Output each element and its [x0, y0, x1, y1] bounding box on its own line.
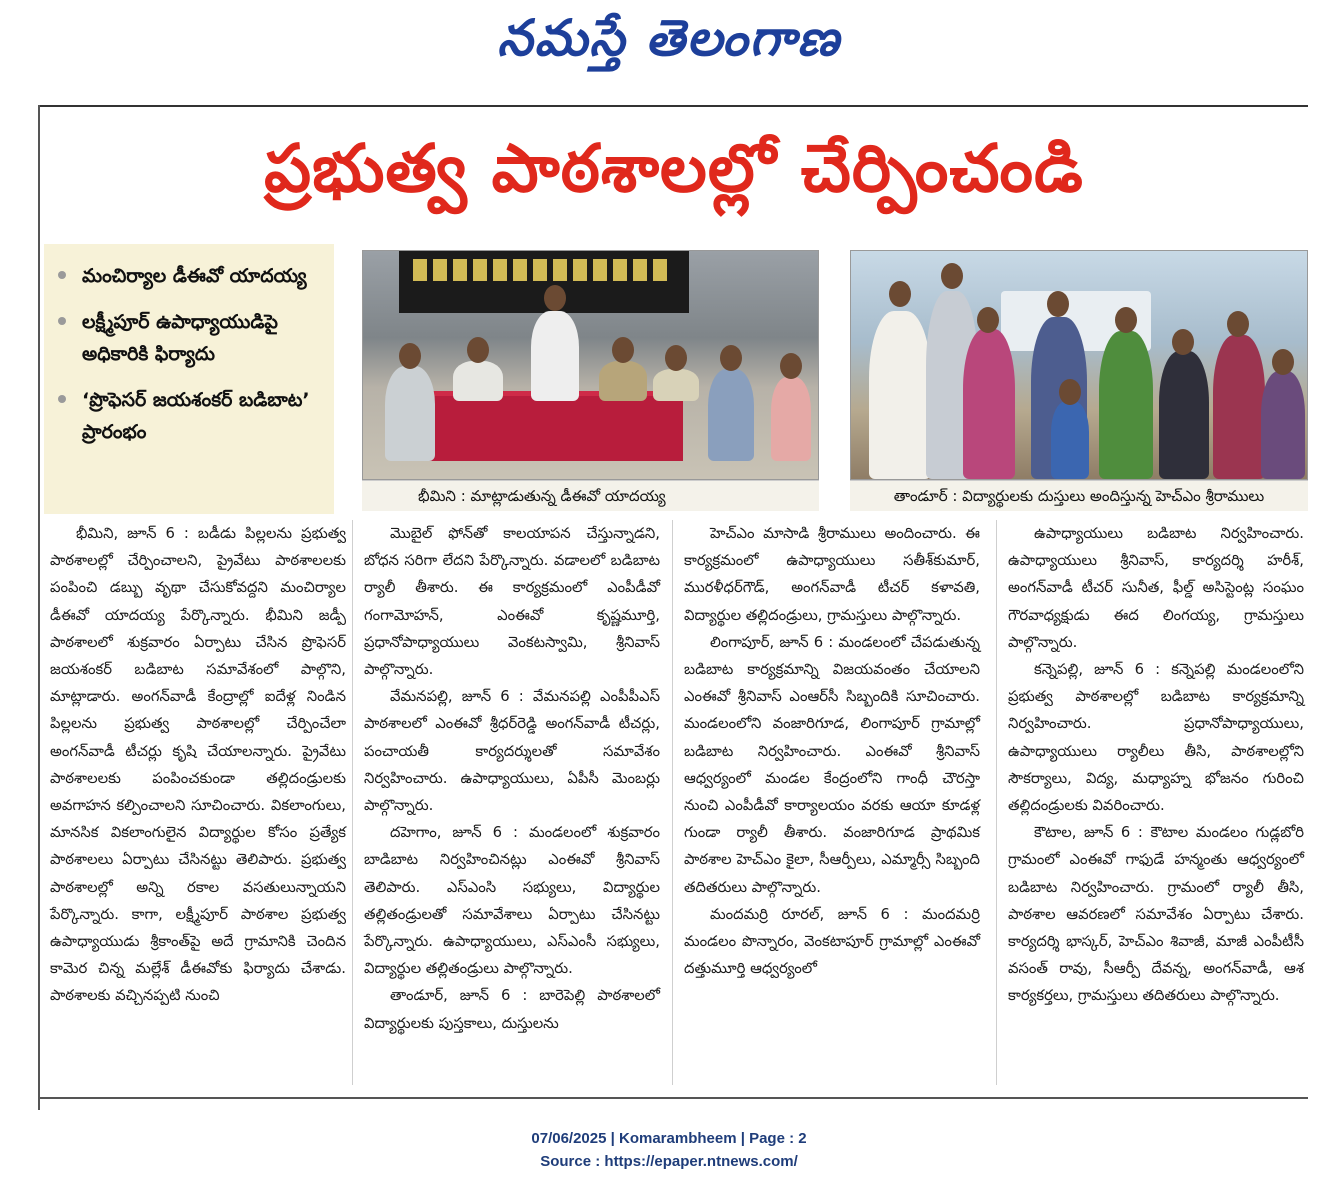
article-paragraph: మందమర్రి రూరల్, జూన్ 6 : మందమర్రి మండలం పొన్నారం, వెంకటాపూర్ గ్రామాల్లో ఎంఈవో దత్తుమూర్తి ఆధ్వర్యంలో	[684, 905, 980, 978]
top-rule	[40, 105, 1308, 107]
person-figure	[653, 369, 699, 401]
article-paragraph: లింగాపూర్, జూన్ 6 : మండలంలో చేపడుతున్న బడిబాట కార్యక్రమాన్ని విజయవంతం చేయాలని ఎంఈవో శ్రీనివాస్ ఎంఆర్‌సీ సిబ్బందికి సూచించారు. మండలంలోని వంజారిగూడ, లింగాపూర్ గ్రామాల్లో బడిబాట నిర్వహించారు. ఎంఈవో శ్రీనివాస్ ఆధ్వర్యంలో మండల కేంద్రంలోని గాంధీ చౌరస్తా నుంచి ఎంపీడీవో కార్యాలయం వరకు ఆయా కూడళ్ల గుండా ర్యాలీ తీశారు. వంజారిగూడ ప్రాథమిక పాఠశాల హెచ్ఎం కైలా, సీఆర్పీలు, ఎమ్మార్సీ సిబ్బంది తదితరులు పాల్గొన్నారు.	[684, 633, 980, 896]
draped-table	[423, 396, 683, 461]
person-head	[665, 345, 687, 371]
banner-lettering	[413, 259, 673, 281]
speaker-head	[544, 285, 566, 311]
person-figure	[869, 311, 931, 479]
column-divider	[672, 520, 673, 1085]
person-head	[1047, 291, 1069, 317]
column-divider	[352, 520, 353, 1085]
column-divider	[996, 520, 997, 1085]
person-head	[1227, 311, 1249, 337]
highlight-item	[44, 306, 334, 370]
person-figure	[708, 369, 754, 461]
person-figure	[1261, 371, 1305, 479]
article-headline: ప్రభుత్వ పాఠశాలల్లో చేర్పించండి	[264, 130, 1084, 207]
article-column-3	[684, 520, 980, 982]
edition-info: 07/06/2025 | Komarambheem | Page : 2	[531, 1130, 807, 1147]
article-paragraph: ఉపాధ్యాయులు బడిబాట నిర్వహించారు. ఉపాధ్యాయులు శ్రీనివాస్, కార్యదర్శి హరీశ్, అంగన్‌వాడీ టీచర్ సునీత, ఫీల్డ్ అసిస్టెంట్ల సంఘం గౌరవాధ్యక్షుడు ఈద లింగయ్య, గ్రామస్తులు పాల్గొన్నారు.	[1008, 525, 1304, 651]
highlight-text: మంచిర్యాల డీఈవో యాదయ్య	[82, 265, 307, 287]
highlight-item	[44, 260, 334, 292]
person-figure	[385, 366, 435, 461]
person-head	[1172, 329, 1194, 355]
bullet-icon	[58, 317, 66, 325]
distribution-photo	[850, 250, 1308, 480]
person-figure	[771, 377, 811, 461]
person-figure	[963, 329, 1015, 479]
person-head	[399, 343, 421, 369]
article-paragraph: కౌటాల, జూన్ 6 : కౌటాల మండలం గుడ్లబోరి గ్రామంలో ఎంఈవో గాఫుడే హన్మంతు ఆధ్వర్యంలో బడిబాట నిర్వహించారు. గ్రామంలో ర్యాలీ తీసి, పాఠశాల ఆవరణలో సమావేశం ఏర్పాటు చేశారు. కార్యదర్శి భాస్కర్, హెచ్ఎం శివాజీ, మాజీ ఎంపీటీసీ వసంత్ రావు, సీఆర్పీ దేవన్న, అంగన్‌వాడీ, ఆశ కార్యకర్తలు, గ్రామస్తులు తదితరులు పాల్గొన్నారు.	[1008, 824, 1304, 1005]
person-head	[612, 337, 634, 363]
photo-caption: తాండూర్ : విద్యార్థులకు దుస్తులు అందిస్తున్న హెచ్ఎం శ్రీరాములు	[893, 487, 1265, 505]
article-paragraph: హెచ్ఎం మాసాడి శ్రీరాములు అందించారు. ఈ కార్యక్రమంలో ఉపాధ్యాయులు సతీశ్‌కుమార్, మురళీధర్‌గౌడ్, అంగన్‌వాడీ టీచర్ కళావతి, విద్యార్థుల తల్లిదండ్రులు, గ్రామస్తులు పాల్గొన్నారు.	[684, 525, 980, 624]
article-paragraph: మొబైల్ ఫోన్‌తో కాలయాపన చేస్తున్నాడని, బోధన సరిగా లేదని పేర్కొన్నారు. వడాలలో బడిబాట ర్యాలీ తీశారు. ఈ కార్యక్రమంలో ఎంపీడీవో గంగామోహన్, ఎంఈవో కృష్ణమూర్తి, ప్రధానోపాధ్యాయులు వెంకటస్వామి, శ్రీనివాస్ పాల్గొన్నారు.	[364, 525, 660, 679]
person-head	[720, 345, 742, 371]
source-link[interactable]: Source : https://epaper.ntnews.com/	[540, 1153, 798, 1170]
article-column-2	[364, 520, 660, 1037]
article-column-1	[50, 520, 346, 1010]
article-paragraph: దహెగాం, జూన్ 6 : మండలంలో శుక్రవారం బాడిబాట నిర్వహించినట్లు ఎంఈవో శ్రీనివాస్ తెలిపారు. ఎస్ఎంసి సభ్యులు, విద్యార్థుల తల్లితండ్రులతో సమావేశాలు ఏర్పాటు చేసినట్టు పేర్కొన్నారు. ఉపాధ్యాయులు, ఎస్ఎంసీ సభ్యులు, విద్యార్థుల తల్లితండ్రులు పాల్గొన్నారు.	[364, 824, 660, 978]
left-rule	[38, 105, 40, 1110]
bullet-icon	[58, 271, 66, 279]
person-head	[889, 281, 911, 307]
article-paragraph: కన్నెపల్లి, జూన్ 6 : కన్నెపల్లి మండలంలోని ప్రభుత్వ పాఠశాలల్లో బడిబాట కార్యక్రమాన్ని నిర్వహించారు. ప్రధానోపాధ్యాయులు, ఉపాధ్యాయులు ర్యాలీలు తీసి, పాఠశాలల్లోని సౌకర్యాలు, విద్య, మధ్యాహ్న భోజనం గురించి తల్లిదండ్రులకు వివరించారు.	[1008, 661, 1304, 815]
person-head	[941, 263, 963, 289]
person-head	[1272, 349, 1294, 375]
bottom-rule	[40, 1097, 1308, 1099]
highlights-box	[44, 244, 334, 514]
bullet-icon	[58, 395, 66, 403]
person-figure	[1159, 351, 1209, 479]
person-head	[467, 337, 489, 363]
photo-caption-bar	[362, 480, 819, 511]
article-paragraph: భీమిని, జూన్ 6 : బడీడు పిల్లలను ప్రభుత్వ పాఠశాలల్లో చేర్పించాలని, ప్రైవేటు పాఠశాలలకు పంపించి డబ్బు వృథా చేసుకోవద్దని మంచిర్యాల డీఈవో యాదయ్య పేర్కొన్నారు. భీమిని జడ్పీ పాఠశాలలో శుక్రవారం ఏర్పాటు చేసిన ప్రొఫెసర్ జయశంకర్ బడిబాట సమావేశంలో పాల్గొని, మాట్లాడారు. అంగన్‌వాడీ కేంద్రాల్లో ఐదేళ్ల నిండిన పిల్లలను ప్రభుత్వ పాఠశాలల్లో చేర్పించేలా అంగన్‌వాడీ టీచర్లు కృషి చేయాలన్నారు. ప్రైవేటు పాఠశాలలకు పంపించకుండా తల్లిదండ్రులకు అవగాహన కల్పించాలని సూచించారు. వికలాంగులు, మానసిక వికలాంగులైన విద్యార్థుల కోసం ప్రత్యేక పాఠశాలలు ఏర్పాటు చేసినట్టు తెలిపారు. ప్రభుత్వ పాఠశాలల్లో అన్ని రకాల వసతులున్నాయని పేర్కొన్నారు. కాగా, లక్ష్మీపూర్ పాఠశాల ప్రభుత్వ ఉపాధ్యాయుడు శ్రీకాంత్‌పై అదే గ్రామానికి చెందిన కామెర చిన్న మల్లేశ్ డీఈవోకు ఫిర్యాదు చేశాడు. పాఠశాలకు వచ్చినప్పటి నుంచి	[50, 525, 346, 1005]
person-figure	[1099, 331, 1153, 479]
highlight-text: ‘ప్రొఫెసర్ జయశంకర్ బడిబాట’ ప్రారంభం	[82, 389, 310, 443]
article-paragraph: తాండూర్, జూన్ 6 : బారెపెల్లి పాఠశాలలో విద్యార్థులకు పుస్తకాలు, దుస్తులను	[364, 987, 660, 1032]
speaker-figure	[531, 311, 579, 401]
child-head	[1059, 379, 1081, 405]
person-head	[977, 307, 999, 333]
newspaper-masthead: నమస్తే తెలంగాణ	[497, 8, 841, 67]
person-head	[1115, 307, 1137, 333]
child-figure	[1051, 401, 1089, 479]
person-figure	[599, 361, 647, 401]
photo-caption-bar	[850, 480, 1308, 511]
person-figure	[1213, 335, 1265, 479]
highlight-item	[44, 384, 334, 448]
photo-caption: భీమిని : మాట్లాడుతున్న డీఈవో యాదయ్య	[418, 487, 666, 505]
person-figure	[453, 361, 503, 401]
article-paragraph: వేమనపల్లి, జూన్ 6 : వేమనపల్లి ఎంపీపీఎస్ పాఠశాలలో ఎంఈవో శ్రీధర్‌రెడ్డి అంగన్‌వాడీ టీచర్లు, పంచాయతీ కార్యదర్శులతో సమావేశం నిర్వహించారు. ఉపాధ్యాయులు, ఏపీసీ మెంబర్లు పాల్గొన్నారు.	[364, 688, 660, 815]
article-column-4	[1008, 520, 1304, 1010]
person-head	[780, 353, 802, 379]
highlight-text: లక్ష్మీపూర్ ఉపాధ్యాయుడిపై అధికారికి ఫిర్యాదు	[82, 311, 278, 365]
meeting-photo	[362, 250, 819, 480]
